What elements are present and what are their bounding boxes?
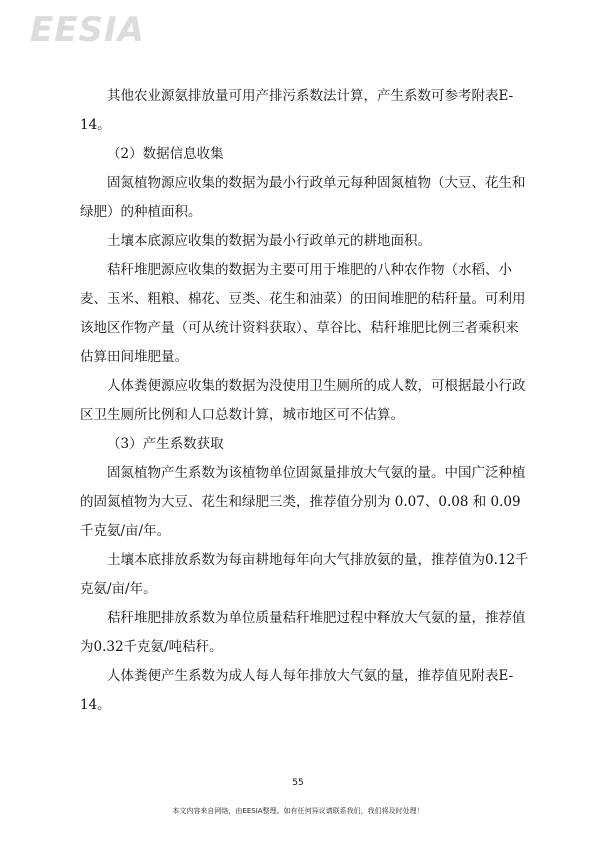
paragraph: 秸秆堆肥排放系数为单位质量秸秆堆肥过程中释放大气氨的量，推荐值为0.32千克氨/吨秸秆。 xyxy=(80,610,526,655)
paragraph: 秸秆堆肥源应收集的数据为主要可用于堆肥的八种农作物（水稻、小麦、玉米、粗粮、棉花、豆类、花生和油菜）的田间堆肥的秸秆量。可利用该地区作物产量（可从统计资料获取）、草谷比、秸秆堆肥比例三者乘积来估算田间堆肥量。 xyxy=(80,262,526,365)
paragraph: 土壤本底源应收集的数据为最小行政单元的耕地面积。 xyxy=(107,233,431,249)
paragraph: 固氮植物产生系数为该植物单位固氮量排放大气氨的量。中国广泛种植的固氮植物为大豆、花生和绿肥三类，推荐值分别为 0.07、0.08 和 0.09 千克氨/亩/年。 xyxy=(80,465,526,539)
page-number: 55 xyxy=(292,778,304,788)
eesia-logo: EESIA xyxy=(30,10,145,50)
paragraph: 土壤本底排放系数为每亩耕地每年向大气排放氨的量，推荐值为0.12千克氨/亩/年。 xyxy=(80,552,529,597)
paragraph: 人体粪便产生系数为成人每人每年排放大气氨的量，推荐值见附表E-14。 xyxy=(80,668,514,713)
section-heading: （3）产生系数获取 xyxy=(107,436,224,452)
footer-notice: 本文内容来自网络，由EESIA整理。如有任何异议请联系我们，我们将及时处理！ xyxy=(172,807,424,815)
paragraph: 固氮植物源应收集的数据为最小行政单元每种固氮植物（大豆、花生和绿肥）的种植面积。 xyxy=(80,175,526,220)
paragraph: 人体粪便源应收集的数据为没使用卫生厕所的成人数，可根据最小行政区卫生厕所比例和人口总数计算，城市地区可不估算。 xyxy=(80,378,526,423)
document-body xyxy=(80,82,530,720)
section-heading: （2）数据信息收集 xyxy=(107,146,224,162)
paragraph: 其他农业源氨排放量可用产排污系数法计算，产生系数可参考附表E-14。 xyxy=(80,88,514,133)
